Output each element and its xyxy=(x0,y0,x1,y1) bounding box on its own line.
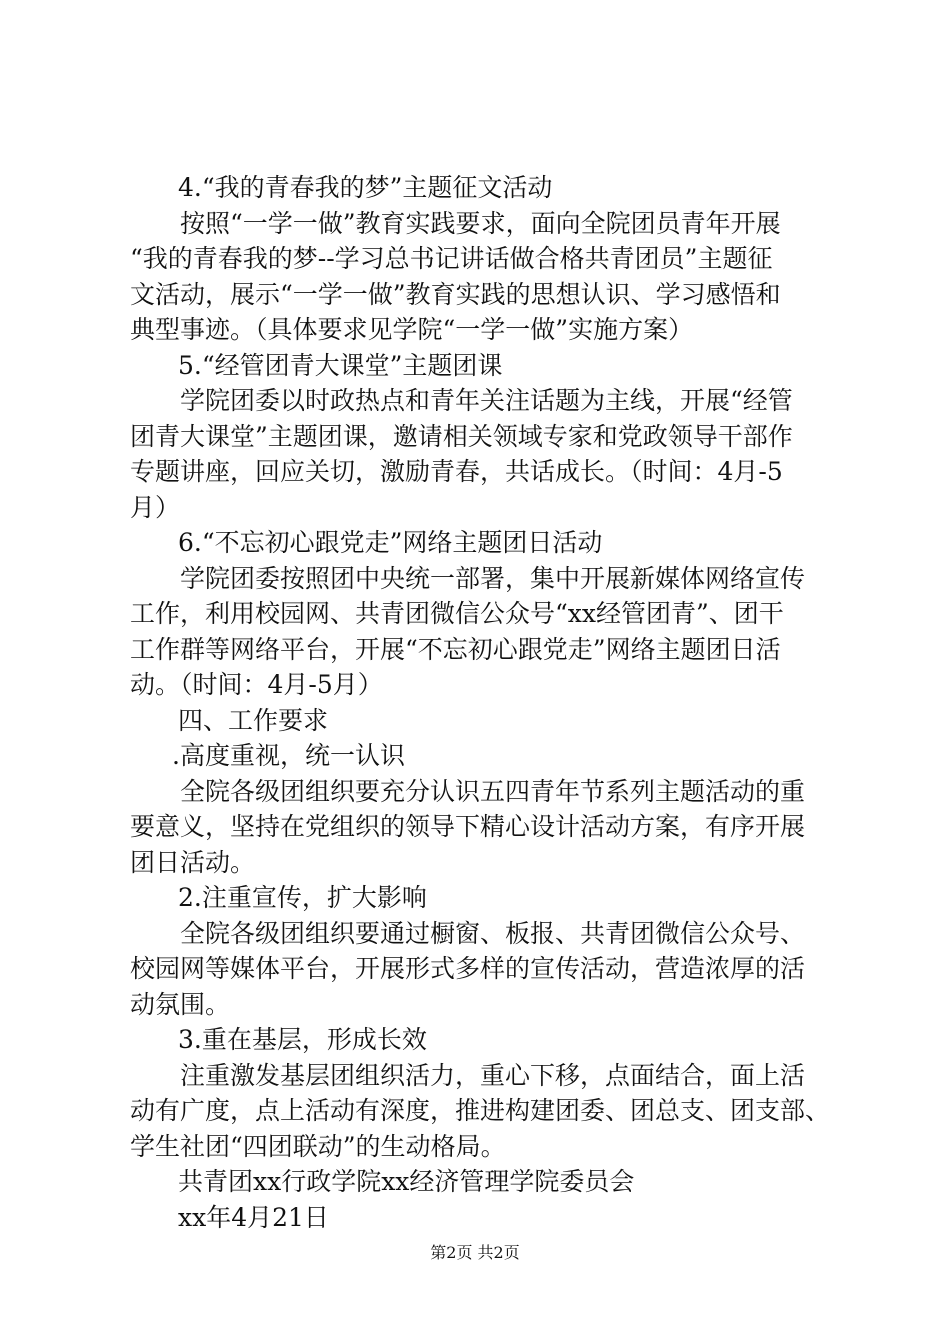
page-footer xyxy=(0,1242,950,1264)
text-line: 四、工作要求 xyxy=(178,705,329,735)
text-line: 文活动，展示“一学一做”教育实践的思想认识、学习感悟和 xyxy=(130,279,781,309)
text-line: 共青团xx行政学院xx经济管理学院委员会 xyxy=(178,1167,635,1196)
text-line: xx年4月21日 xyxy=(178,1202,329,1232)
page-number: 第2页 共2页 xyxy=(430,1243,520,1262)
text-line: 学院团委按照团中央统一部署，集中开展新媒体网络宣传 xyxy=(180,563,806,593)
text-line: 动。（时间：4月-5月） xyxy=(130,670,383,699)
text-line: 月） xyxy=(130,492,181,522)
text-line: 4.“我的青春我的梦”主题征文活动 xyxy=(178,173,553,202)
text-line: 工作，利用校园网、共青团微信公众号“xx经管团青”、团干 xyxy=(130,599,784,628)
text-line: 动氛围。 xyxy=(130,989,231,1019)
text-line: 全院各级团组织要通过橱窗、板报、共青团微信公众号、 xyxy=(180,918,806,948)
text-line: 动有广度，点上活动有深度，推进构建团委、团总支、团支部、 xyxy=(130,1096,831,1125)
document-body xyxy=(130,170,832,1235)
text-line: 专题讲座，回应关切，激励青春，共话成长。（时间：4月-5 xyxy=(130,457,783,486)
text-line: 3.重在基层，形成长效 xyxy=(178,1025,427,1054)
text-line: 5.“经管团青大课堂”主题团课 xyxy=(178,350,503,380)
text-line: 工作群等网络平台，开展“不忘初心跟党走”网络主题团日活 xyxy=(130,634,781,664)
text-line: 团青大课堂”主题团课，邀请相关领域专家和党政领导干部作 xyxy=(130,421,793,451)
text-line: 校园网等媒体平台，开展形式多样的宣传活动，营造浓厚的活 xyxy=(130,954,806,983)
text-line: 全院各级团组织要充分认识五四青年节系列主题活动的重 xyxy=(180,776,806,806)
text-line: 要意义，坚持在党组织的领导下精心设计活动方案，有序开展 xyxy=(130,812,806,841)
text-line: 按照“一学一做”教育实践要求，面向全院团员青年开展 xyxy=(180,208,781,238)
text-line: .高度重视，统一认识 xyxy=(172,741,405,770)
text-line: 学生社团“四团联动”的生动格局。 xyxy=(130,1131,506,1161)
text-line: 团日活动。 xyxy=(130,847,256,877)
text-line: 典型事迹。（具体要求见学院“一学一做”实施方案） xyxy=(130,315,694,344)
text-line: 6.“不忘初心跟党走”网络主题团日活动 xyxy=(178,528,603,557)
text-line: “我的青春我的梦--学习总书记讲话做合格共青团员”主题征 xyxy=(130,244,773,273)
text-line: 学院团委以时政热点和青年关注话题为主线，开展“经管 xyxy=(180,386,793,415)
text-line: 注重激发基层团组织活力，重心下移，点面结合，面上活 xyxy=(180,1060,806,1090)
text-line: 2.注重宣传，扩大影响 xyxy=(178,883,427,912)
